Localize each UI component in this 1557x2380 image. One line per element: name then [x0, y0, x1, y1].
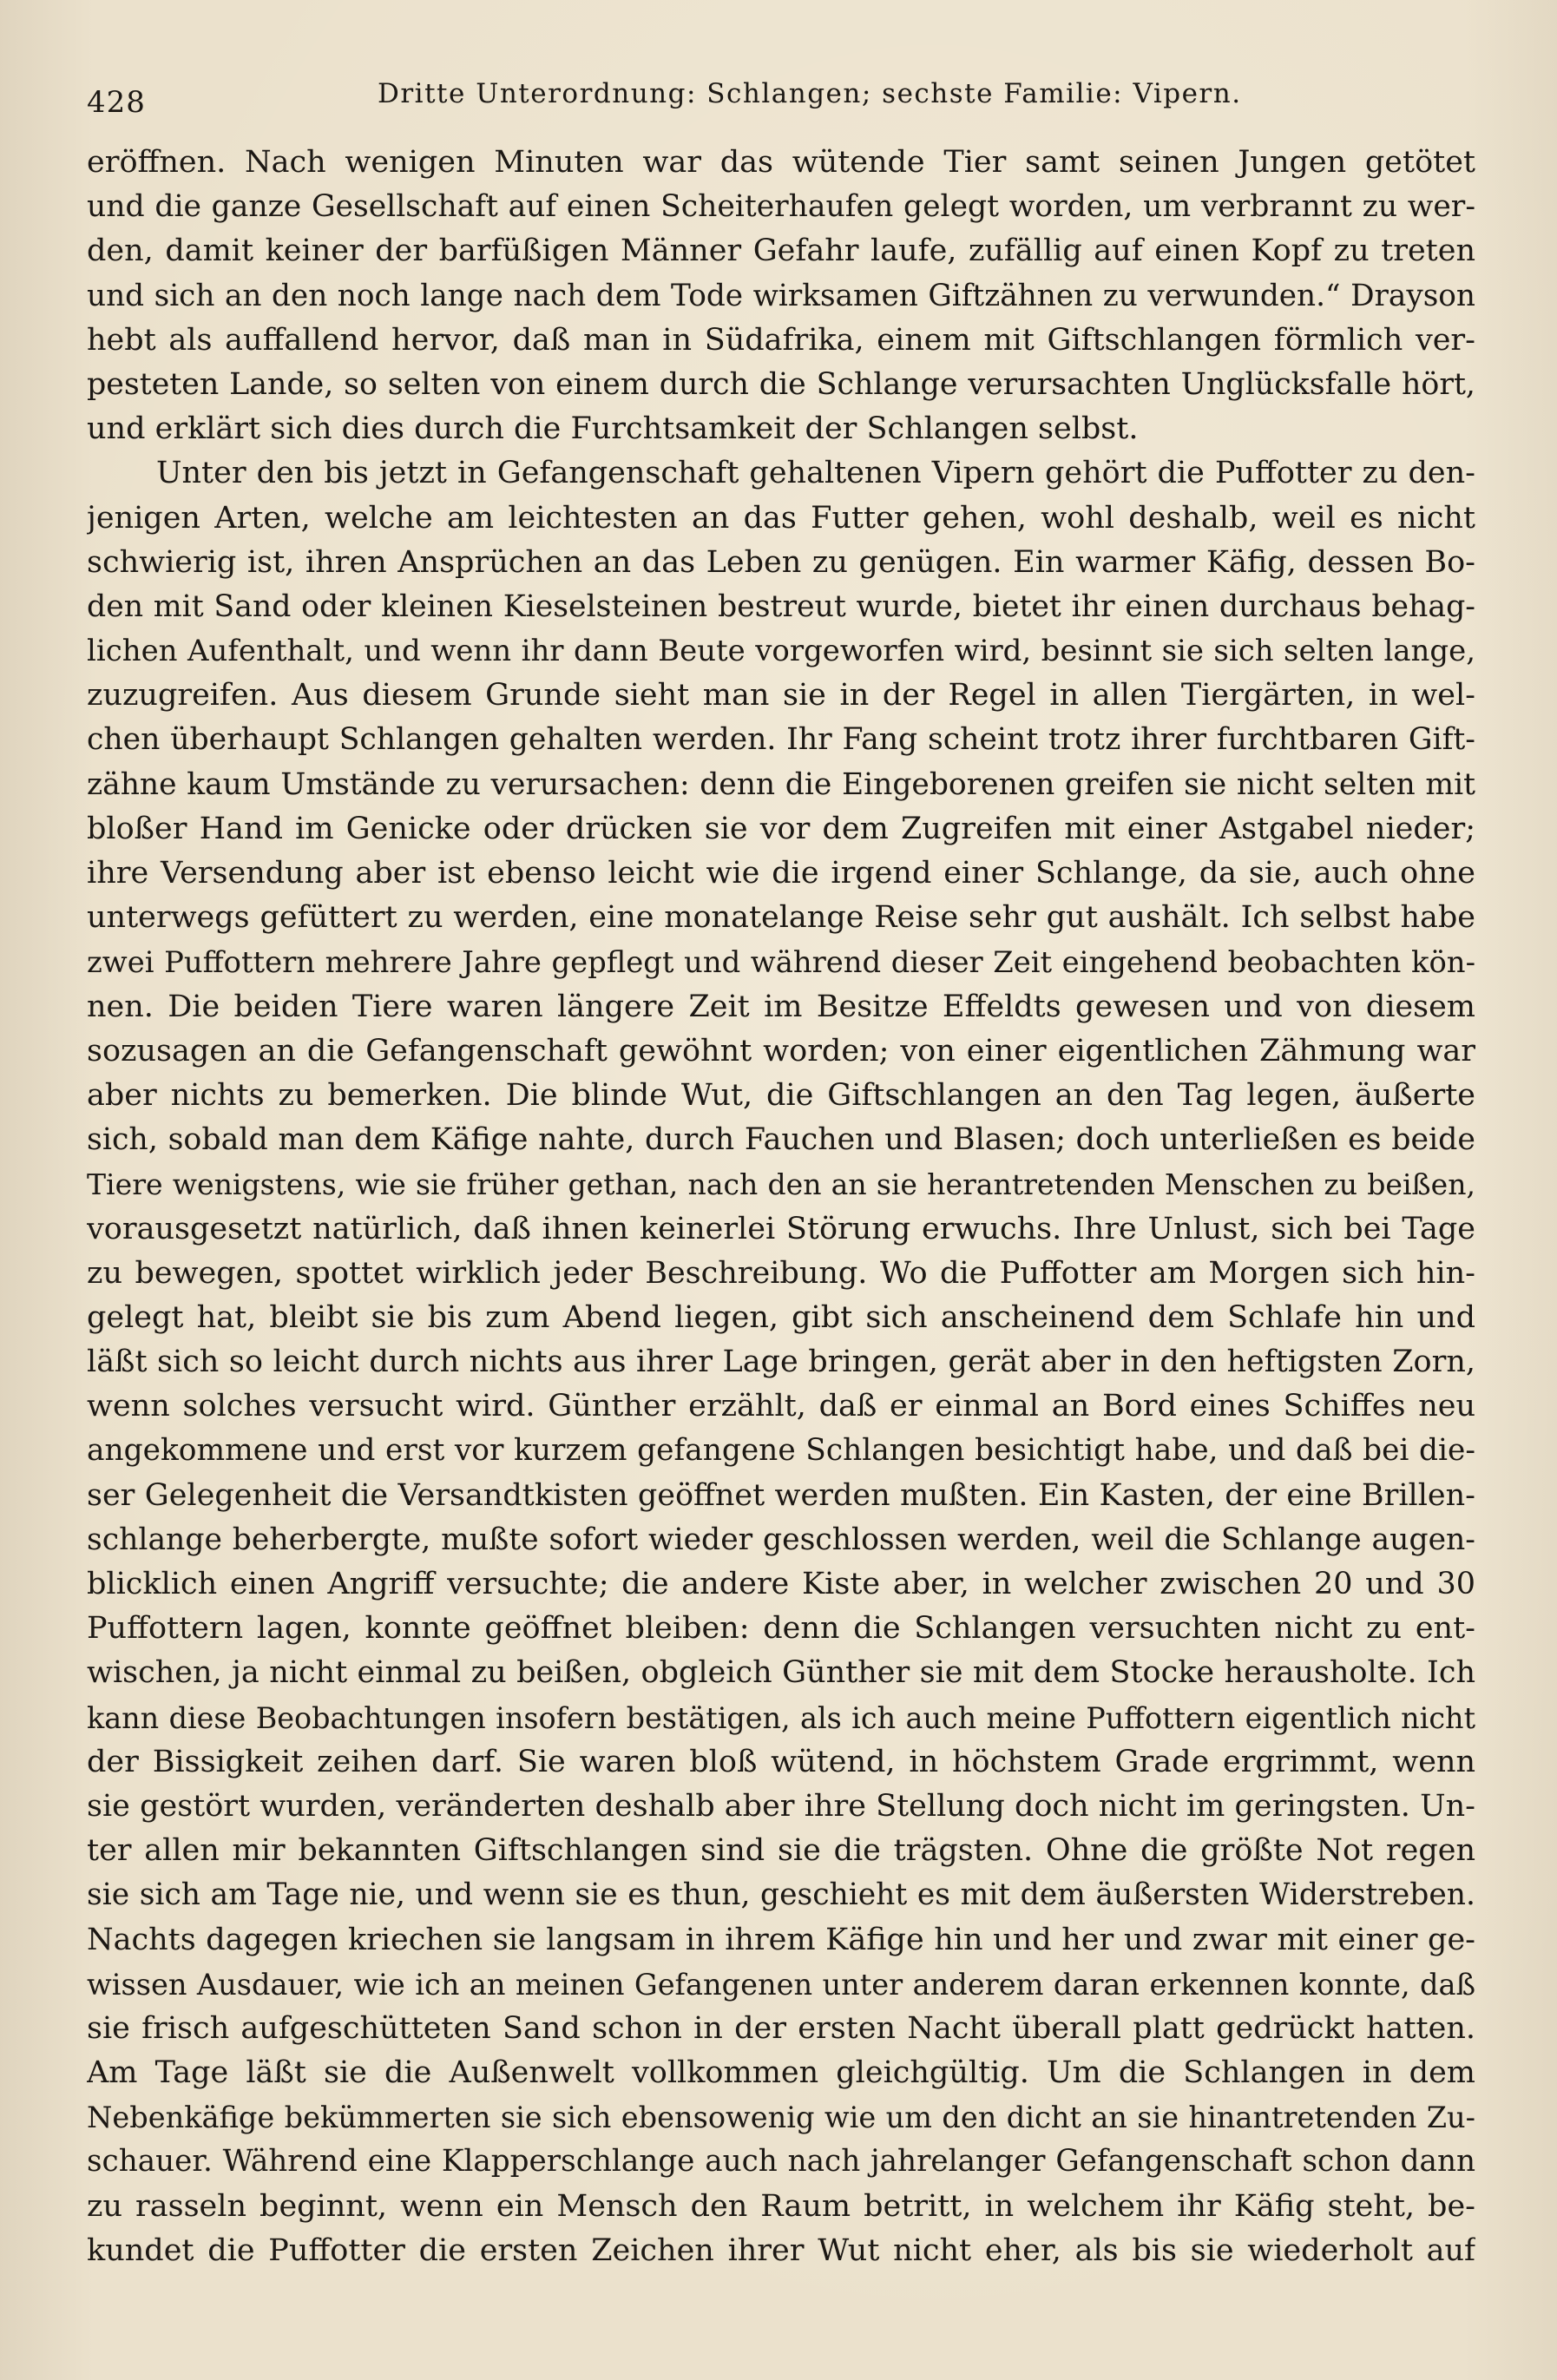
text-line: den mit Sand oder kleinen Kieselsteinen bestreut wurde, bietet ihr einen durchaus behag- [87, 588, 1475, 624]
text-line: sie frisch aufgeschütteten Sand schon in der ersten Nacht überall platt gedrückt hatten. [87, 2010, 1475, 2046]
text-line: und die ganze Gesellschaft auf einen Scheiterhaufen gelegt worden, um verbrannt zu wer- [87, 189, 1475, 225]
text-line: schwierig ist, ihren Ansprüchen an das Leben zu genügen. Ein warmer Käfig, dessen Bo- [87, 544, 1475, 580]
text-line: jenigen Arten, welche am leichtesten an das Futter gehen, wohl deshalb, weil es nicht [87, 500, 1475, 536]
text-line: Puffottern lagen, konnte geöffnet bleiben: denn die Schlangen versuchten nicht zu ent- [87, 1611, 1475, 1647]
text-line: hebt als auffallend hervor, daß man in Südafrika, einem mit Giftschlangen förmlich ver- [87, 322, 1475, 358]
body-text [87, 141, 1475, 2273]
text-line: pesteten Lande, so selten von einem durch die Schlange verursachten Unglücksfalle hört, [87, 366, 1475, 402]
paragraph-end-line: und erklärt sich dies durch die Furchtsamkeit der Schlangen selbst. [87, 411, 1139, 447]
text-line: sich, sobald man dem Käfige nahte, durch Fauchen und Blasen; doch unterließen es beide [87, 1122, 1475, 1158]
page-header [87, 69, 1475, 130]
text-line: lichen Aufenthalt, und wenn ihr dann Beute vorgeworfen wird, besinnt sie sich selten lange, [87, 634, 1475, 669]
text-line: ter allen mir bekannten Giftschlangen sind sie die trägsten. Ohne die größte Not regen [87, 1833, 1475, 1869]
text-line: und sich an den noch lange nach dem Tode wirksamen Giftzähnen zu verwunden.“ Drayson [87, 278, 1475, 313]
text-line: eröffnen. Nach wenigen Minuten war das wütende Tier samt seinen Jungen getötet [87, 145, 1475, 180]
text-line: zu rasseln beginnt, wenn ein Mensch den Raum betritt, in welchem ihr Käfig steht, be- [87, 2188, 1475, 2224]
text-line: zuzugreifen. Aus diesem Grunde sieht man sie in der Regel in allen Tiergärten, in wel- [87, 678, 1475, 713]
running-head: Dritte Unterordnung: Schlangen; sechste Familie: Vipern. [378, 78, 1242, 109]
text-line: Am Tage läßt sie die Außenwelt vollkommen gleichgültig. Um die Schlangen in dem [87, 2055, 1475, 2091]
text-line: zähne kaum Umstände zu verursachen: denn die Eingeborenen greifen sie nicht selten mit [87, 766, 1475, 802]
text-line: wischen, ja nicht einmal zu beißen, obgleich Günther sie mit dem Stocke herausholte. Ich [87, 1655, 1475, 1691]
text-line: gelegt hat, bleibt sie bis zum Abend liegen, gibt sich anscheinend dem Schlafe hin und [87, 1299, 1475, 1335]
text-line: nen. Die beiden Tiere waren längere Zeit im Besitze Effeldts gewesen und von diesem [87, 989, 1475, 1024]
text-line: den, damit keiner der barfüßigen Männer Gefahr laufe, zufällig auf einen Kopf zu treten [87, 233, 1475, 269]
text-line: schauer. Während eine Klapperschlange auch nach jahrelanger Gefangenschaft schon dann [87, 2144, 1475, 2179]
text-line: Nebenkäfige bekümmerten sie sich ebensowenig wie um den dicht an sie hinantretenden Zu- [87, 2101, 1475, 2135]
text-line: kundet die Puffotter die ersten Zeichen ihrer Wut nicht eher, als bis sie wiederholt auf [87, 2232, 1475, 2268]
text-line: vorausgesetzt natürlich, daß ihnen keinerlei Störung erwuchs. Ihre Unlust, sich bei Tage [87, 1211, 1475, 1246]
text-line: läßt sich so leicht durch nichts aus ihrer Lage bringen, gerät aber in den heftigsten Zorn, [87, 1345, 1475, 1380]
text-line: wenn solches versucht wird. Günther erzählt, daß er einmal an Bord eines Schiffes neu [87, 1389, 1475, 1424]
text-line: kann diese Beobachtungen insofern bestätigen, als ich auch meine Puffottern eigentlich nicht [87, 1700, 1475, 1735]
text-line: der Bissigkeit zeihen darf. Sie waren bloß wütend, in höchstem Grade ergrimmt, wenn [87, 1744, 1475, 1779]
text-line: ihre Versendung aber ist ebenso leicht wie die irgend einer Schlange, da sie, auch ohne [87, 856, 1475, 891]
text-line: sozusagen an die Gefangenschaft gewöhnt worden; von einer eigentlichen Zähmung war [87, 1033, 1475, 1068]
text-line: zwei Puffottern mehrere Jahre gepflegt und während dieser Zeit eingehend beobachten kön- [87, 945, 1475, 980]
text-line: angekommene und erst vor kurzem gefangene Schlangen besichtigt habe, und daß bei die- [87, 1433, 1475, 1469]
text-line: unterwegs gefüttert zu werden, eine monatelange Reise sehr gut aushält. Ich selbst habe [87, 900, 1475, 936]
text-line: aber nichts zu bemerken. Die blinde Wut, die Giftschlangen an den Tag legen, äußerte [87, 1077, 1475, 1113]
text-line: wissen Ausdauer, wie ich an meinen Gefangenen unter anderem daran erkennen konnte, daß [87, 1967, 1475, 2002]
text-line: sie gestört wurden, veränderten deshalb aber ihre Stellung doch nicht im geringsten. Un- [87, 1788, 1475, 1824]
text-line: ser Gelegenheit die Versandtkisten geöffnet werden mußten. Ein Kasten, der eine Brillen- [87, 1477, 1475, 1513]
text-line: chen überhaupt Schlangen gehalten werden. Ihr Fang scheint trotz ihrer furchtbaren Gift- [87, 722, 1475, 758]
text-line: Tiere wenigstens, wie sie früher gethan, nach den an sie herantretenden Menschen zu beißen, [87, 1167, 1475, 1202]
text-line: sie sich am Tage nie, und wenn sie es thun, geschieht es mit dem äußersten Widerstreben. [87, 1877, 1475, 1913]
page-number: 428 [87, 85, 146, 120]
paragraph-start-line: Unter den bis jetzt in Gefangenschaft gehaltenen Vipern gehört die Puffotter zu den- [156, 456, 1475, 491]
text-line: blicklich einen Angriff versuchte; die andere Kiste aber, in welcher zwischen 20 und 30 [87, 1567, 1475, 1601]
text-line: Nachts dagegen kriechen sie langsam in ihrem Käfige hin und her und zwar mit einer ge- [87, 1922, 1475, 1957]
text-line: schlange beherbergte, mußte sofort wieder geschlossen werden, weil die Schlange augen- [87, 1522, 1475, 1557]
text-line: zu bewegen, spottet wirklich jeder Beschreibung. Wo die Puffotter am Morgen sich hin- [87, 1255, 1475, 1291]
text-line: bloßer Hand im Genicke oder drücken sie vor dem Zugreifen mit einer Astgabel nieder; [87, 811, 1475, 846]
